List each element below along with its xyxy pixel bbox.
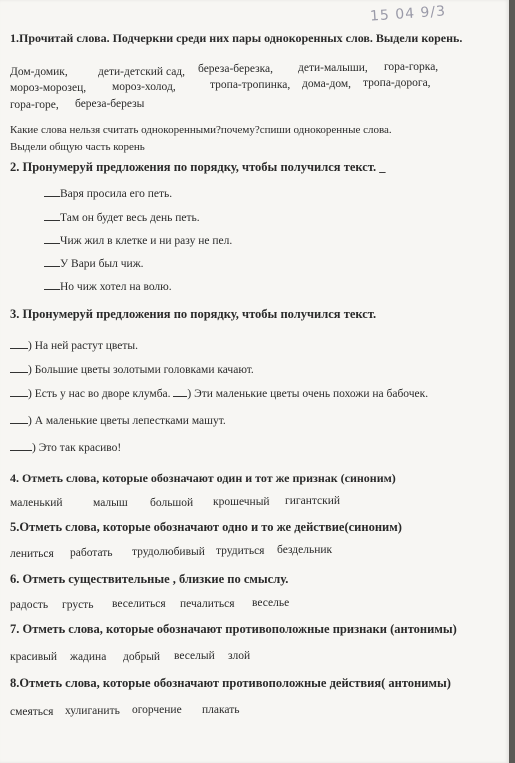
task4-word: маленький: [10, 497, 63, 509]
task1-word: дети-детский сад,: [98, 66, 186, 78]
task6-word: веселье: [252, 597, 290, 609]
task6-word: печалиться: [180, 598, 235, 610]
task8-word: огорчение: [132, 704, 182, 716]
task6-word: радость: [10, 599, 49, 611]
task1-question: Выдели общую часть корень: [10, 141, 145, 153]
task2-title: 2. Пронумеруй предложения по порядку, чтобы получился текст. _: [10, 160, 386, 174]
task3-sentence: ) А маленькие цветы лепестками машут.: [10, 413, 226, 427]
task1-word: дома-дом,: [302, 78, 352, 90]
task5-word: бездельник: [277, 544, 333, 556]
task2-sentence: Чиж жил в клетке и ни разу не пел.: [44, 233, 232, 247]
task1-word: Дом-домик,: [10, 66, 68, 78]
task5-word: трудиться: [216, 545, 265, 557]
task7-word: добрый: [123, 651, 161, 663]
task1-word: тропа-дорога,: [363, 77, 431, 89]
task5-title: 5.Отметь слова, которые обозначают одно и то же действие(синоним): [10, 520, 402, 534]
task8-word: хулиганить: [65, 705, 120, 717]
task2-sentence: Там он будет весь день петь.: [44, 210, 200, 224]
task5-word: лениться: [10, 548, 54, 560]
task7-title: 7. Отметь слова, которые обозначают противоположные признаки (антонимы): [10, 622, 457, 636]
task2-sentence: У Вари был чиж.: [44, 256, 144, 270]
handwritten-note: 15 04 9/3: [369, 3, 447, 25]
task3-sentence: ) Это так красиво!: [10, 440, 121, 454]
task3-sentence: ) Большие цветы золотыми головками качают.: [10, 362, 254, 376]
task1-word: дети-малыши,: [298, 62, 368, 74]
task8-word: плакать: [202, 704, 240, 716]
task7-word: веселый: [174, 650, 215, 662]
task7-word: жадина: [70, 651, 107, 663]
task1-question: Какие слова нельзя считать однокоренными?почему?спиши однокоренные слова.: [10, 124, 392, 136]
task4-word: малыш: [93, 497, 128, 509]
task2-sentence: Но чиж хотел на волю.: [44, 279, 172, 293]
task1-word: береза-березы: [75, 98, 145, 110]
task6-word: веселиться: [112, 598, 166, 610]
task4-title: 4. Отметь слова, которые обозначают один и тот же признак (синоним): [10, 471, 396, 485]
task1-word: береза-березка,: [198, 63, 274, 75]
task8-title: 8.Отметь слова, которые обозначают противоположные действия( антонимы): [10, 676, 451, 690]
task3-title: 3. Пронумеруй предложения по порядку, чтобы получился текст.: [10, 307, 377, 321]
task1-word: мороз-морозец,: [10, 82, 87, 94]
task4-word: большой: [150, 497, 194, 509]
task5-word: трудолюбивый: [132, 546, 205, 558]
page-edge: [509, 0, 515, 763]
task1-word: гора-горка,: [384, 61, 439, 73]
task7-word: красивый: [10, 651, 58, 663]
task2-sentence: Варя просила его петь.: [44, 186, 172, 200]
task4-word: крошечный: [213, 496, 270, 508]
task1-title: 1.Прочитай слова. Подчеркни среди них пары однокоренных слов. Выдели корень.: [10, 31, 463, 45]
task6-word: грусть: [62, 599, 94, 611]
task1-word: тропа-тропинка,: [210, 79, 291, 91]
task1-word: гора-горе,: [10, 99, 59, 111]
task8-word: смеяться: [10, 706, 54, 718]
task6-title: 6. Отметь существительные , близкие по смыслу.: [10, 572, 289, 586]
task3-sentence: ) Есть у нас во дворе клумба. ) Эти маленькие цветы очень похожи на бабочек.: [10, 386, 428, 400]
task7-word: злой: [228, 650, 251, 662]
task5-word: работать: [70, 547, 113, 559]
task3-sentence: ) На ней растут цветы.: [10, 338, 138, 352]
task4-word: гигантский: [285, 495, 341, 507]
task1-word: мороз-холод,: [112, 81, 176, 93]
